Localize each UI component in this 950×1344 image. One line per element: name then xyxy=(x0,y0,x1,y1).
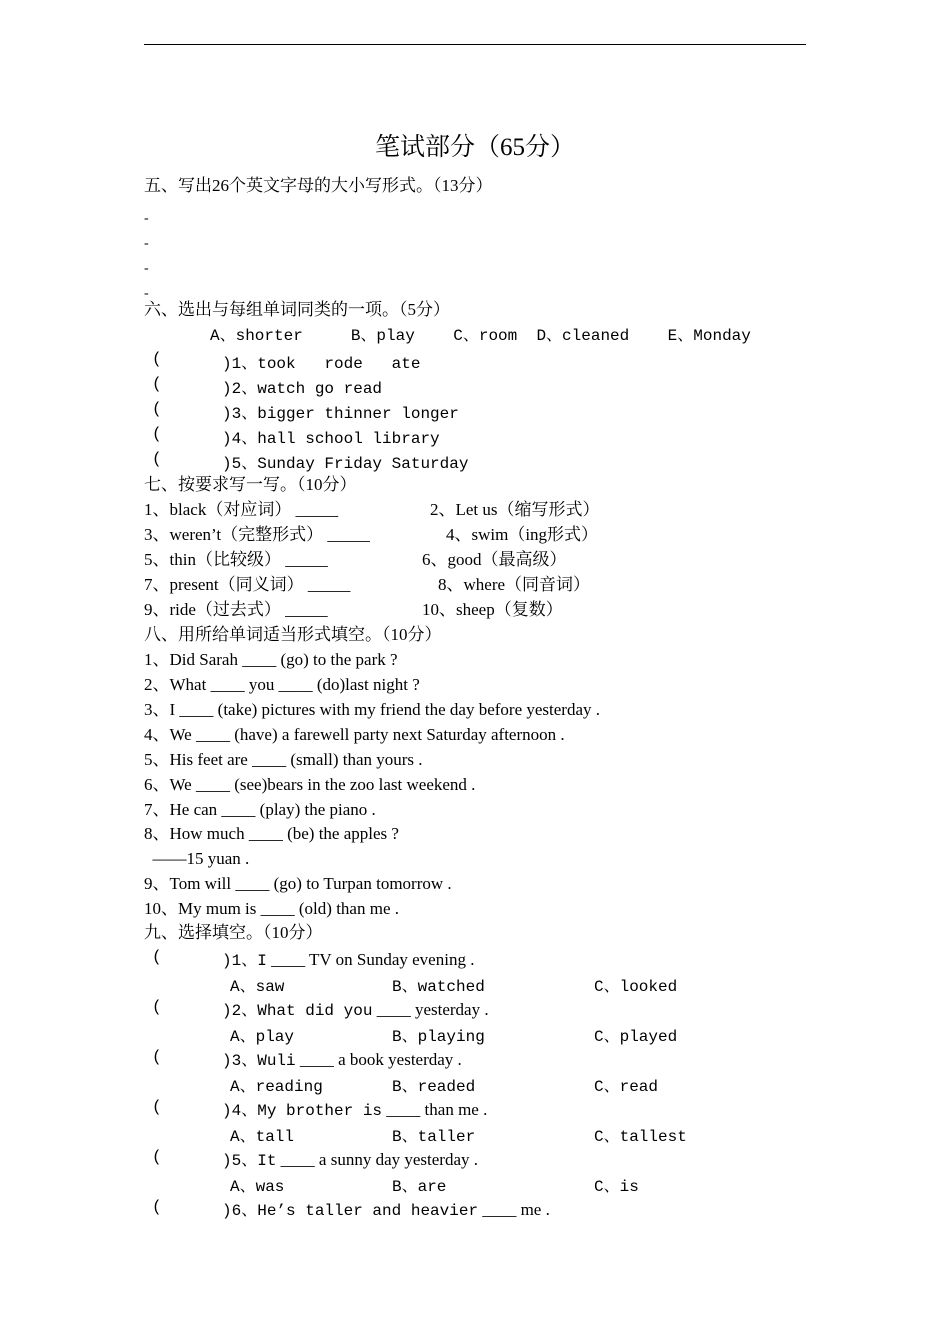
answer-paren-open: ( xyxy=(152,1198,162,1216)
answer-paren-open: ( xyxy=(152,400,162,418)
s7-item: 1、black（对应词） _____ xyxy=(144,500,339,519)
s6-item: )5、Sunday Friday Saturday xyxy=(222,455,469,473)
s8-item: ——15 yuan . xyxy=(144,849,250,868)
s7-item: 7、present（同义词） _____ xyxy=(144,575,351,594)
s8-item: 10、My mum is ____ (old) than me . xyxy=(144,899,399,918)
s6-item: )3、bigger thinner longer xyxy=(222,405,459,423)
s9-question: )2、What did you ____ yesterday . xyxy=(222,1000,489,1020)
option-c: C、looked xyxy=(594,978,678,996)
option-c: C、read xyxy=(594,1078,659,1096)
option-a: A、play xyxy=(230,1028,295,1046)
s7-item: 6、good（最高级） xyxy=(422,550,567,569)
s6-item: )2、watch go read xyxy=(222,380,383,398)
s9-question: )1、I ____ TV on Sunday evening . xyxy=(222,950,475,970)
section-5-heading: 五、写出26个英文字母的大小写形式。（13分） xyxy=(144,176,493,195)
section-8-heading: 八、用所给单词适当形式填空。（10分） xyxy=(144,625,442,644)
blank-line: - xyxy=(144,261,149,276)
s7-item: 8、where（同音词） xyxy=(438,575,591,594)
s7-item: 2、Let us（缩写形式） xyxy=(430,500,600,519)
answer-paren-open: ( xyxy=(152,425,162,443)
option-c: C、tallest xyxy=(594,1128,687,1146)
s8-item: 9、Tom will ____ (go) to Turpan tomorrow . xyxy=(144,874,452,893)
section-6-options: A、shorter B、play C、room D、cleaned E、Monday xyxy=(210,327,751,345)
s8-item: 1、Did Sarah ____ (go) to the park ? xyxy=(144,650,398,669)
s8-item: 7、He can ____ (play) the piano . xyxy=(144,800,376,819)
s8-item: 2、What ____ you ____ (do)last night ? xyxy=(144,675,420,694)
s6-item: )4、hall school library xyxy=(222,430,440,448)
s8-item: 4、We ____ (have) a farewell party next Saturday afternoon . xyxy=(144,725,565,744)
option-a: A、tall xyxy=(230,1128,295,1146)
answer-paren-open: ( xyxy=(152,1048,162,1066)
option-c: C、is xyxy=(594,1178,639,1196)
option-a: A、saw xyxy=(230,978,285,996)
option-b: B、watched xyxy=(392,978,485,996)
page-title: 笔试部分（65分） xyxy=(374,134,575,161)
option-b: B、playing xyxy=(392,1028,485,1046)
s9-question: )6、He’s taller and heavier ____ me . xyxy=(222,1200,550,1220)
blank-line: - xyxy=(144,236,149,251)
option-b: B、are xyxy=(392,1178,447,1196)
s7-item: 10、sheep（复数） xyxy=(422,600,563,619)
s7-item: 4、swim（ing形式） xyxy=(446,525,599,544)
answer-paren-open: ( xyxy=(152,350,162,368)
s8-item: 8、How much ____ (be) the apples ? xyxy=(144,824,399,843)
option-a: A、was xyxy=(230,1178,285,1196)
s7-item: 3、weren’t（完整形式） _____ xyxy=(144,525,370,544)
option-b: B、taller xyxy=(392,1128,476,1146)
s8-item: 6、We ____ (see)bears in the zoo last weekend . xyxy=(144,775,476,794)
option-c: C、played xyxy=(594,1028,678,1046)
blank-line: - xyxy=(144,286,149,301)
section-6-heading: 六、选出与每组单词同类的一项。（5分） xyxy=(144,300,450,319)
s9-question: )5、It ____ a sunny day yesterday . xyxy=(222,1150,479,1170)
option-a: A、reading xyxy=(230,1078,323,1096)
header-rule xyxy=(144,44,806,45)
answer-paren-open: ( xyxy=(152,1098,162,1116)
answer-paren-open: ( xyxy=(152,948,162,966)
answer-paren-open: ( xyxy=(152,450,162,468)
s7-item: 5、thin（比较级） _____ xyxy=(144,550,328,569)
blank-line: - xyxy=(144,211,149,226)
section-7-heading: 七、按要求写一写。（10分） xyxy=(144,475,357,494)
answer-paren-open: ( xyxy=(152,1148,162,1166)
s8-item: 3、I ____ (take) pictures with my friend the day before yesterday . xyxy=(144,700,601,719)
section-9-heading: 九、选择填空。（10分） xyxy=(144,923,323,942)
option-b: B、readed xyxy=(392,1078,476,1096)
s9-question: )3、Wuli ____ a book yesterday . xyxy=(222,1050,462,1070)
s9-question: )4、My brother is ____ than me . xyxy=(222,1100,488,1120)
s8-item: 5、His feet are ____ (small) than yours . xyxy=(144,750,423,769)
s7-item: 9、ride（过去式） _____ xyxy=(144,600,328,619)
s6-item: )1、took rode ate xyxy=(222,355,421,373)
answer-paren-open: ( xyxy=(152,375,162,393)
answer-paren-open: ( xyxy=(152,998,162,1016)
